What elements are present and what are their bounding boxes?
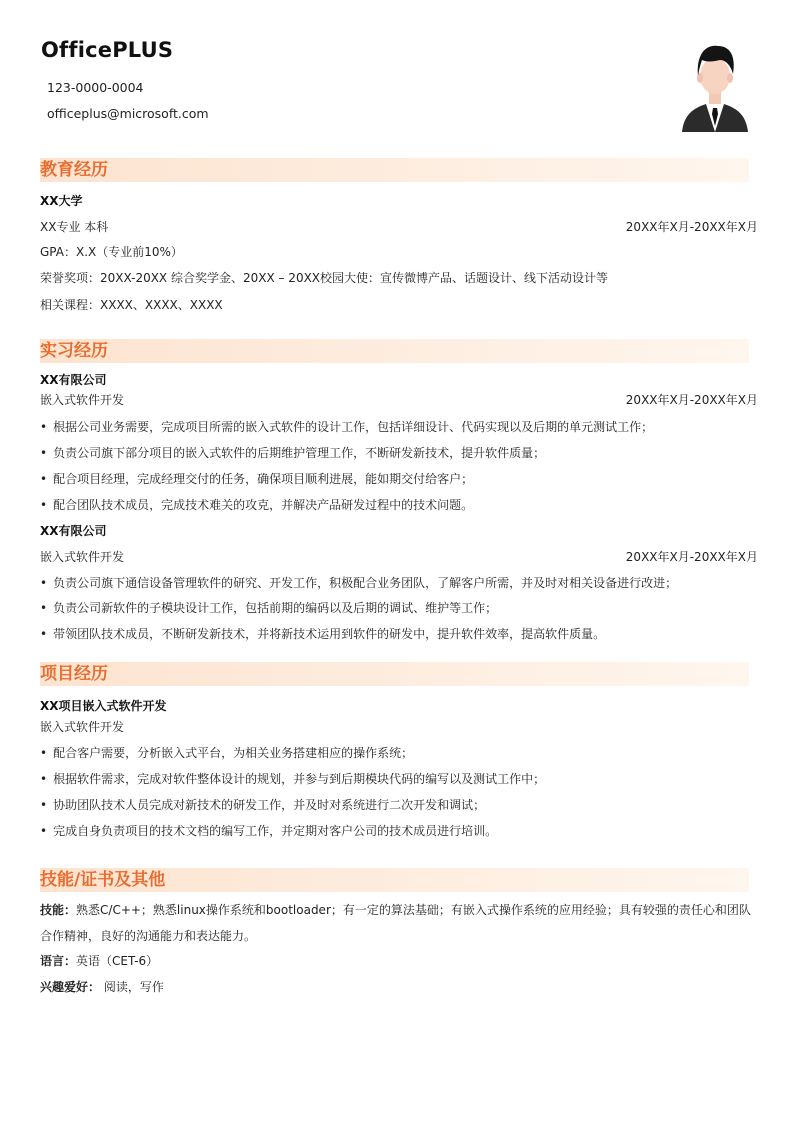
education-date: 20XX年X月-20XX年X月 bbox=[625, 220, 758, 234]
education-title: 教育经历 bbox=[40, 160, 108, 180]
hobby-label: 兴趣爱好： bbox=[40, 980, 101, 994]
avatar bbox=[680, 40, 750, 132]
school-name: XX大学 bbox=[40, 194, 83, 208]
job-company: XX有限公司 bbox=[40, 524, 107, 538]
job-bullet: • 负责公司新软件的子模块设计工作，包括前期的编码以及后期的调试、维护等工作； bbox=[40, 600, 497, 616]
honors: 荣誉奖项：20XX-20XX 综合奖学金、20XX – 20XX校园大使：宣传微博产品、话题设计、线下活动设计等 bbox=[40, 271, 609, 285]
email-address: officeplus@microsoft.com bbox=[47, 106, 209, 121]
job-bullet: • 带领团队技术成员，不断研发新技术，并将新技术运用到软件的研发中，提升软件效率，提高软件质量。 bbox=[40, 626, 605, 642]
job-role: 嵌入式软件开发 bbox=[40, 550, 125, 564]
hobbies bbox=[40, 979, 164, 995]
skills-text bbox=[40, 897, 758, 949]
job-bullet: • 配合团队技术成员，完成技术难关的攻克，并解决产品研发过程中的技术问题。 bbox=[40, 497, 473, 513]
project-bullet: • 根据软件需求，完成对软件整体设计的规划，并参与到后期模块代码的编写以及测试工作中； bbox=[40, 771, 545, 787]
education-section-bar bbox=[40, 158, 749, 182]
project-bullet: • 完成自身负责项目的技术文档的编写工作，并定期对客户公司的技术成员进行培训。 bbox=[40, 823, 497, 839]
project-role: 嵌入式软件开发 bbox=[40, 720, 125, 734]
project-section-bar bbox=[40, 662, 749, 686]
job-bullet: • 根据公司业务需要，完成项目所需的嵌入式软件的设计工作，包括详细设计、代码实现以及后期的单元测试工作； bbox=[40, 419, 653, 435]
skills-content: 熟悉C/C++；熟悉linux操作系统和bootloader；有一定的算法基础；有嵌入式操作系统的应用经验；具有较强的责任心和团队合作精神，良好的沟通能力和表达能力。 bbox=[40, 903, 751, 943]
language-content: 英语（CET-6） bbox=[76, 954, 159, 968]
major-degree: XX专业 本科 bbox=[40, 220, 109, 234]
project-title: 项目经历 bbox=[40, 664, 108, 684]
courses: 相关课程：XXXX、XXXX、XXXX bbox=[40, 298, 223, 312]
phone-number: 123-0000-0004 bbox=[47, 80, 144, 95]
gpa: GPA：X.X（专业前10%） bbox=[40, 245, 183, 259]
project-name: XX项目嵌入式软件开发 bbox=[40, 699, 167, 713]
language-label: 语言： bbox=[40, 954, 77, 968]
job-date: 20XX年X月-20XX年X月 bbox=[625, 393, 758, 407]
job-bullet: • 负责公司旗下通信设备管理软件的研究、开发工作，积极配合业务团队，了解客户所需，并及时对相关设备进行改进； bbox=[40, 575, 677, 591]
internship-title: 实习经历 bbox=[40, 341, 108, 361]
skills-label: 技能： bbox=[40, 903, 77, 917]
job-bullet: • 配合项目经理，完成经理交付的任务，确保项目顺利进展，能如期交付给客户； bbox=[40, 471, 473, 487]
skills-title: 技能/证书及其他 bbox=[40, 870, 166, 890]
candidate-name: OfficePLUS bbox=[41, 38, 174, 62]
job-role: 嵌入式软件开发 bbox=[40, 393, 125, 407]
language bbox=[40, 953, 158, 969]
job-bullet: • 负责公司旗下部分项目的嵌入式软件的后期维护管理工作，不断研发新技术，提升软件质量； bbox=[40, 445, 545, 461]
project-bullet: • 协助团队技术人员完成对新技术的研发工作，并及时对系统进行二次开发和调试； bbox=[40, 797, 485, 813]
hobby-content: 阅读，写作 bbox=[100, 980, 164, 994]
internship-section-bar bbox=[40, 339, 749, 363]
project-bullet: • 配合客户需要，分析嵌入式平台，为相关业务搭建相应的操作系统； bbox=[40, 745, 413, 761]
job-company: XX有限公司 bbox=[40, 373, 107, 387]
job-date: 20XX年X月-20XX年X月 bbox=[625, 550, 758, 564]
